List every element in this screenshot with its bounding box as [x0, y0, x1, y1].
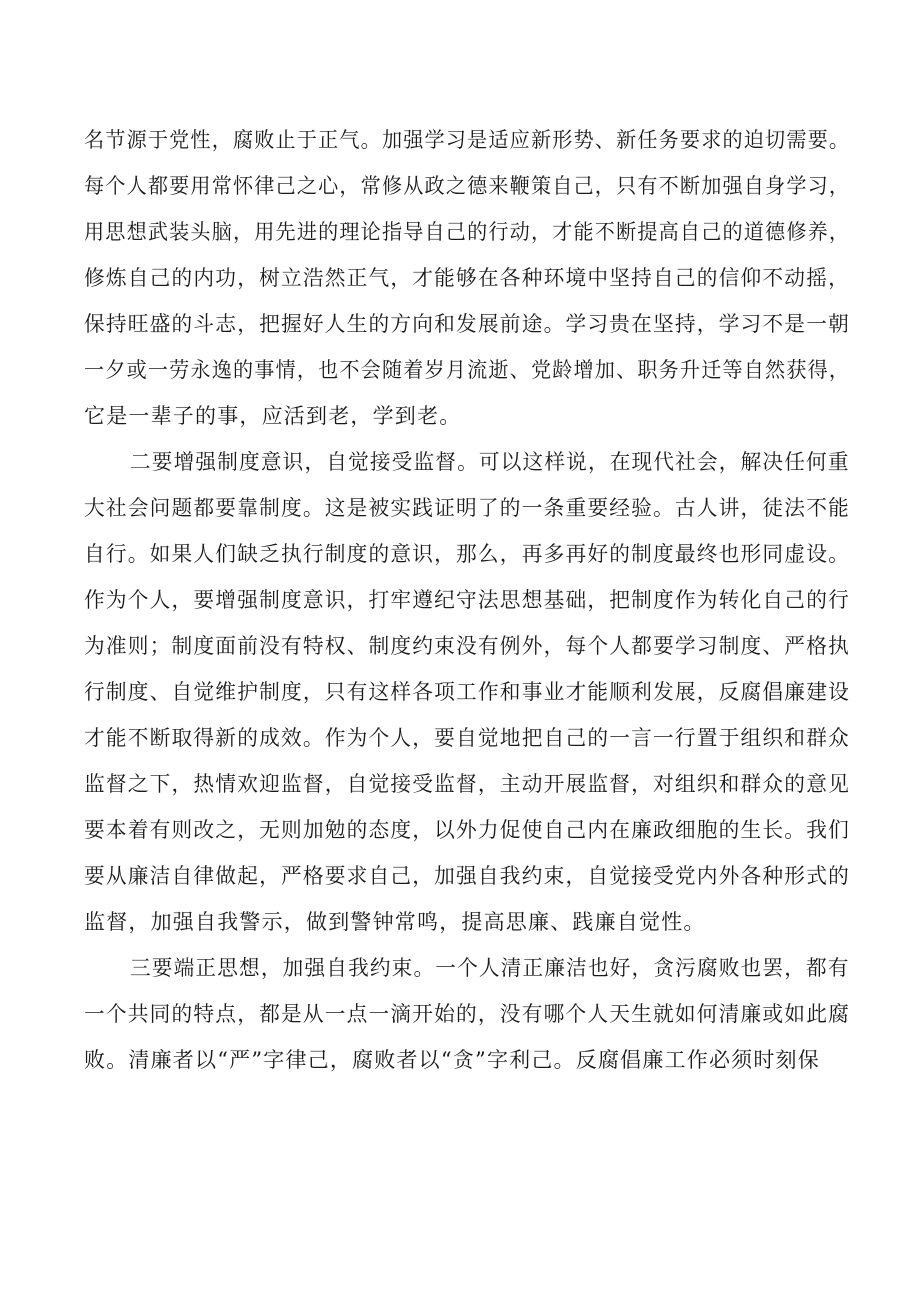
- paragraph-2-first-line: 二要增强制度意识，自觉接受监督。可以这样说，在现代社会，解决任何重: [130, 450, 850, 474]
- text-line: 修炼自己的内功，树立浩然正气，才能够在各种环境中坚持自己的信仰不动摇，: [84, 266, 850, 290]
- text-line: 保持旺盛的斗志，把握好人生的方向和发展前途。学习贵在坚持，学习不是一朝: [84, 312, 850, 336]
- text-line: 才能不断取得新的成效。作为个人，要自觉地把自己的一言一行置于组织和群众: [84, 726, 850, 750]
- text-line: 监督，加强自我警示，做到警钟常鸣，提高思廉、践廉自觉性。: [84, 910, 706, 934]
- paragraph-3-first-line: 三要端正思想，加强自我约束。一个人清正廉洁也好，贪污腐败也罢，都有: [130, 956, 850, 980]
- text-line: 一夕或一劳永逸的事情，也不会随着岁月流逝、党龄增加、职务升迁等自然获得，: [84, 358, 851, 382]
- text-line: 行制度、自觉维护制度，只有这样各项工作和事业才能顺利发展，反腐倡廉建设: [84, 680, 850, 704]
- text-line: 它是一辈子的事，应活到老，学到老。: [84, 404, 462, 428]
- text-line: 名节源于党性，腐败止于正气。加强学习是适应新形势、新任务要求的迫切需要。: [84, 128, 851, 152]
- text-line: 作为个人，要增强制度意识，打牢遵纪守法思想基础，把制度作为转化自己的行: [84, 588, 850, 612]
- text-line: 自行。如果人们缺乏执行制度的意识，那么，再多再好的制度最终也形同虚设。: [84, 542, 850, 566]
- text-line: 监督之下，热情欢迎监督，自觉接受监督，主动开展监督，对组织和群众的意见: [84, 772, 850, 796]
- text-line: 要本着有则改之，无则加勉的态度，以外力促使自己内在廉政细胞的生长。我们: [84, 818, 850, 842]
- text-line: 败。清廉者以“严”字律己，腐败者以“贪”字利己。反腐倡廉工作必须时刻保: [84, 1048, 820, 1072]
- text-line: 用思想武装头脑，用先进的理论指导自己的行动，才能不断提高自己的道德修养，: [84, 220, 851, 244]
- text-line: 一个共同的特点，都是从一点一滴开始的，没有哪个人天生就如何清廉或如此腐: [84, 1002, 850, 1026]
- text-line: 要从廉洁自律做起，严格要求自己，加强自我约束，自觉接受党内外各种形式的: [84, 864, 850, 888]
- text-line: 每个人都要用常怀律己之心，常修从政之德来鞭策自己，只有不断加强自身学习，: [84, 174, 851, 198]
- text-line: 为准则；制度面前没有特权、制度约束没有例外，每个人都要学习制度、严格执: [84, 634, 850, 658]
- text-line: 大社会问题都要靠制度。这是被实践证明了的一条重要经验。古人讲，徒法不能: [84, 496, 850, 520]
